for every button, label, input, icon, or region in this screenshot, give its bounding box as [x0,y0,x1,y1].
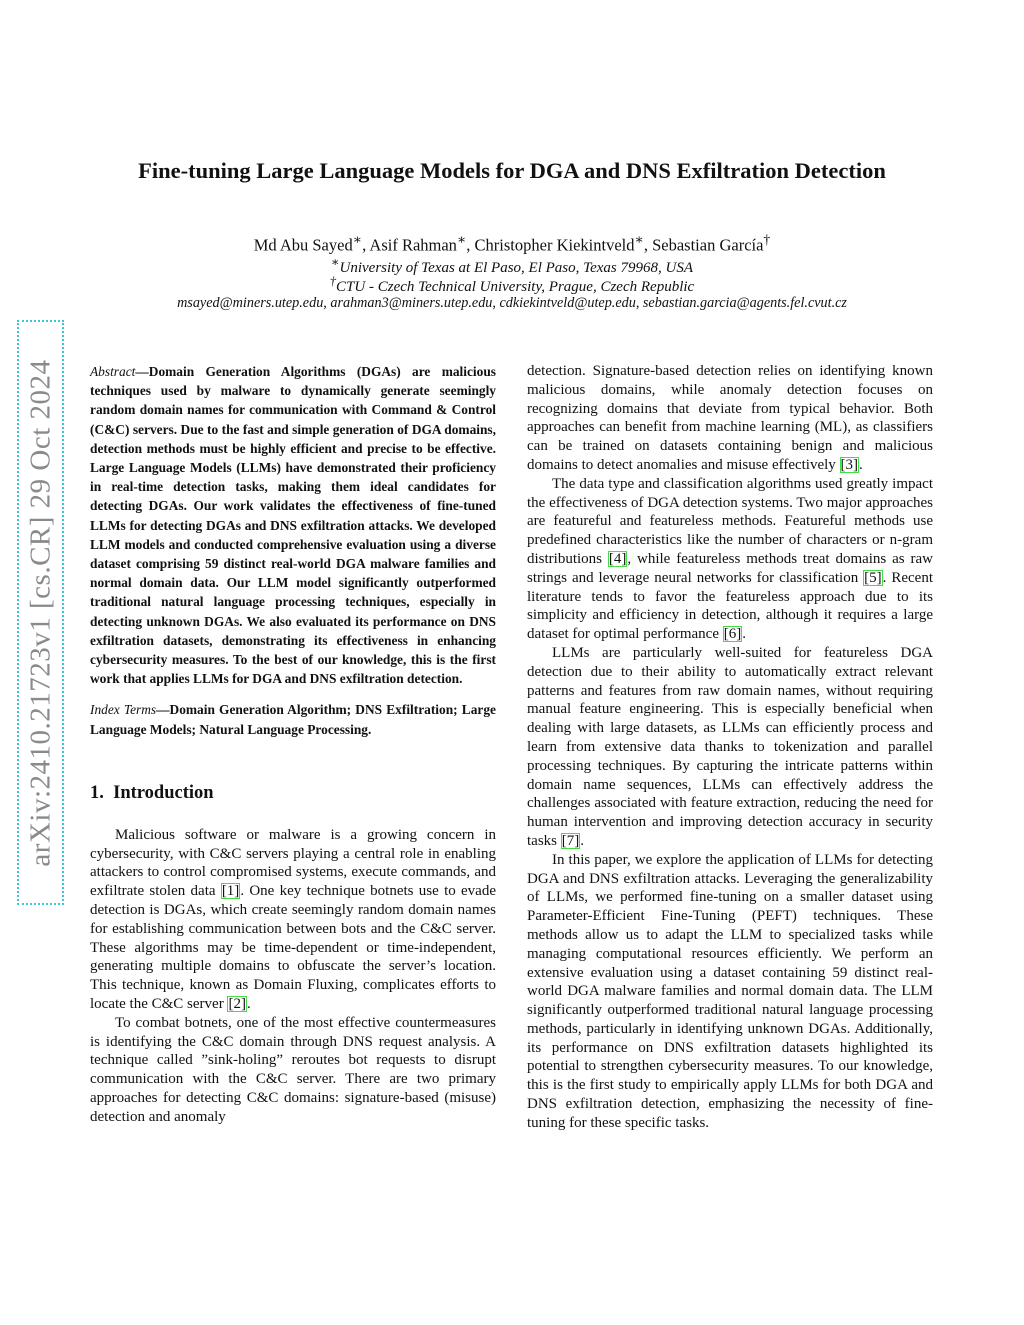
abstract-text: Domain Generation Algorithms (DGAs) are malicious techniques used by malware to dynamically generate seemingly random domain names for communication with Command & Control (C&C) servers. Due to the fast and simple generation of DGA domains, detection methods must be highly efficient and precise to be effective. Large Language Models (LLMs) have demonstrated their proficiency in real-time detection tasks, making them ideal candidates for detecting DGAs. Our work validates the effectiveness of fine-tuned LLMs for detecting DGAs and DNS exfiltration attacks. We developed LLM models and conducted comprehensive evaluation using a diverse dataset comprising 59 distinct real-world DGA malware families and normal domain data. Our LLM model significantly outperformed traditional natural language processing techniques, especially in detecting unknown DGAs. We also evaluated its performance on DNS exfiltration datasets, demonstrating its effectiveness in enhancing cybersecurity measures. To the best of our knowledge, this is the first work that applies LLMs for DGA and DNS exfiltration detection. [90,364,496,687]
intro-paragraph: In this paper, we explore the application of LLMs for detecting DGA and DNS exfiltration attacks. Leveraging the generalizability of LLMs, we performed fine-tuning on a smaller dataset using Parameter-Efficient Fine-Tuning (PEFT) techniques. These methods allow us to adapt the LLM to specialized tasks while managing computational resources efficiently. We perform an extensive evaluation using a dataset containing 59 distinct real-world DGA malware families and normal domain data. The LLM significantly outperformed traditional natural language processing methods, particularly in identifying unknown DGAs. Additionally, its performance on DNS exfiltration datasets highlighted its potential to strengthen cybersecurity measures. To our knowledge, this is the first study to empirically apply LLMs for both DGA and DNS exfiltration detection, emphasizing the necessity of fine-tuning for these specific tasks. [527,851,933,1131]
intro-paragraph: LLMs are particularly well-suited for featureless DGA detection due to their ability to automatically extract relevant patterns and features from raw domain names, without requiring manual feature engineering. This is especially beneficial when dealing with large datasets, as LLMs can efficiently process and learn from extensive data thanks to tokenization and parallel processing techniques. By capturing the intricate patterns within domain name sequences, LLMs can effectively address the challenges associated with feature extraction, reducing the need for human intervention and improving detection accuracy in security tasks [7]. [527,644,933,849]
affiliation-utep: ∗University of Texas at El Paso, El Paso, Texas 79968, USA [331,255,693,276]
intro-paragraph-2-continuation: detection. Signature-based detection relies on identifying known malicious domains, while anomaly detection focuses on recognizing domains that deviate from typical behavior. Both approaches can benefit from machine learning (ML), as classifiers can be trained on datasets containing benign and malicious domains to detect anomalies and misuse effectively [527,363,933,473]
author-name: Christopher Kiekintveld [474,235,635,255]
index-terms-label: Index Terms [90,702,157,718]
affiliation-mark: ∗ [456,232,467,247]
abstract: Abstract—Domain Generation Algorithms (DGAs) are malicious techniques used by malware to dynamically generate seemingly random domain names for communication with Command & Control (C&C) servers. Due to the fast and simple generation of DGA domains, detection methods must be highly efficient and precise to be effective. Large Language Models (LLMs) have demonstrated their proficiency in real-time detection tasks, making them ideal candidates for detecting DGAs. Our work validates the effectiveness of fine-tuned LLMs for detecting DGAs and DNS exfiltration attacks. We developed LLM models and conducted comprehensive evaluation using a diverse dataset comprising 59 distinct real-world DGA malware families and normal domain data. Our LLM model significantly outperformed traditional natural language processing techniques, especially in detecting unknown DGAs. We also evaluated its performance on DNS exfiltration datasets, demonstrating its effectiveness in enhancing cybersecurity measures. To the best of our knowledge, this is the first work that applies LLMs for DGA and DNS exfiltration detection. [90,364,496,687]
intro-paragraph-2-text: To combat botnets, one of the most effective countermeasures is identifying the C&C domain through DNS request analysis. A technique called ”sink-holing” reroutes bot requests to disrupt communication with the C&C server. There are two primary approaches for detecting C&C domains: signature-based (misuse) detection and anomaly [90,1014,496,1125]
affiliation-mark: ∗ [352,232,363,247]
author-emails: msayed@miners.utep.edu, arahman3@miners.utep.edu, cdkiekintveld@utep.edu, sebastian.garcia@agents.fel.cvut.cz [177,295,847,311]
citation-link[interactable]: [4] [608,550,627,567]
right-column [527,362,933,1133]
citation-link[interactable]: [6] [723,626,742,643]
citation-link[interactable]: [1] [221,883,240,900]
paper-title: Fine-tuning Large Language Models for DGA and DNS Exfiltration Detection [138,158,886,183]
intro-paragraph [90,1014,496,1127]
index-terms-text: Domain Generation Algorithm; DNS Exfiltration; Large Language Models; Natural Language Processing. [90,702,496,737]
left-column [90,362,496,1127]
intro-paragraph-continued: detection. Signature-based detection relies on identifying known malicious domains, while anomaly detection focuses on recognizing domains that deviate from typical behavior. Both approaches can benefit from machine learning (ML), as classifiers can be trained on datasets containing benign and malicious domains to detect anomalies and misuse effectively [3]. [527,363,933,473]
arxiv-identifier-stamp[interactable] [17,320,64,905]
intro-paragraph: The data type and classification algorithms used greatly impact the effectiveness of DGA detection systems. Two major approaches are featureful and featureless methods. Featureful methods use predefined characteristics like the number of characters or n-gram distributions [4], while featureless methods treat domains as raw strings and leverage neural networks for classification [5]. Recent literature tends to favor the featureless approach due to its simplicity and efficiency in detection, although it requires a large dataset for optimal performance [6]. [527,475,933,643]
author-name: Asif Rahman [369,235,457,255]
author-name: Md Abu Sayed [253,235,353,255]
affiliation-mark: ∗ [634,232,644,247]
author-list: Md Abu Sayed∗, Asif Rahman∗, Christopher Kiekintveld∗, Sebastian García† [253,232,771,255]
affiliation-ctu: †CTU - Czech Technical University, Prague, Czech Republic [329,274,695,295]
citation-link[interactable]: [7] [561,832,580,849]
abstract-label: Abstract [90,364,136,379]
index-terms: Index Terms—Domain Generation Algorithm; DNS Exfiltration; Large Language Models; Natural Language Processing. [90,702,496,737]
author-name: Sebastian García [652,235,764,255]
intro-paragraph: Malicious software or malware is a growing concern in cybersecurity, with C&C servers playing a central role in enabling attackers to control compromised systems, execute commands, and exfiltrate stolen data [1]. One key technique botnets use to evade detection is DGAs, which create seemingly random domain names for establishing communication between bots and the C&C server. These algorithms may be time-dependent or time-independent, generating multiple domains to obfuscate the server’s location. This technique, known as Domain Fluxing, complicates efforts to locate the C&C server [2]. [90,826,496,1013]
arxiv-identifier-text: arXiv:2410.21723v1 [cs.CR] 29 Oct 2024 [24,358,56,867]
section-heading-introduction: 1. Introduction [90,782,214,803]
affiliation-mark: † [763,232,771,247]
citation-link[interactable]: [2] [228,996,246,1013]
citation-link[interactable]: [5] [864,569,882,586]
citation-link[interactable]: [3] [840,456,859,473]
